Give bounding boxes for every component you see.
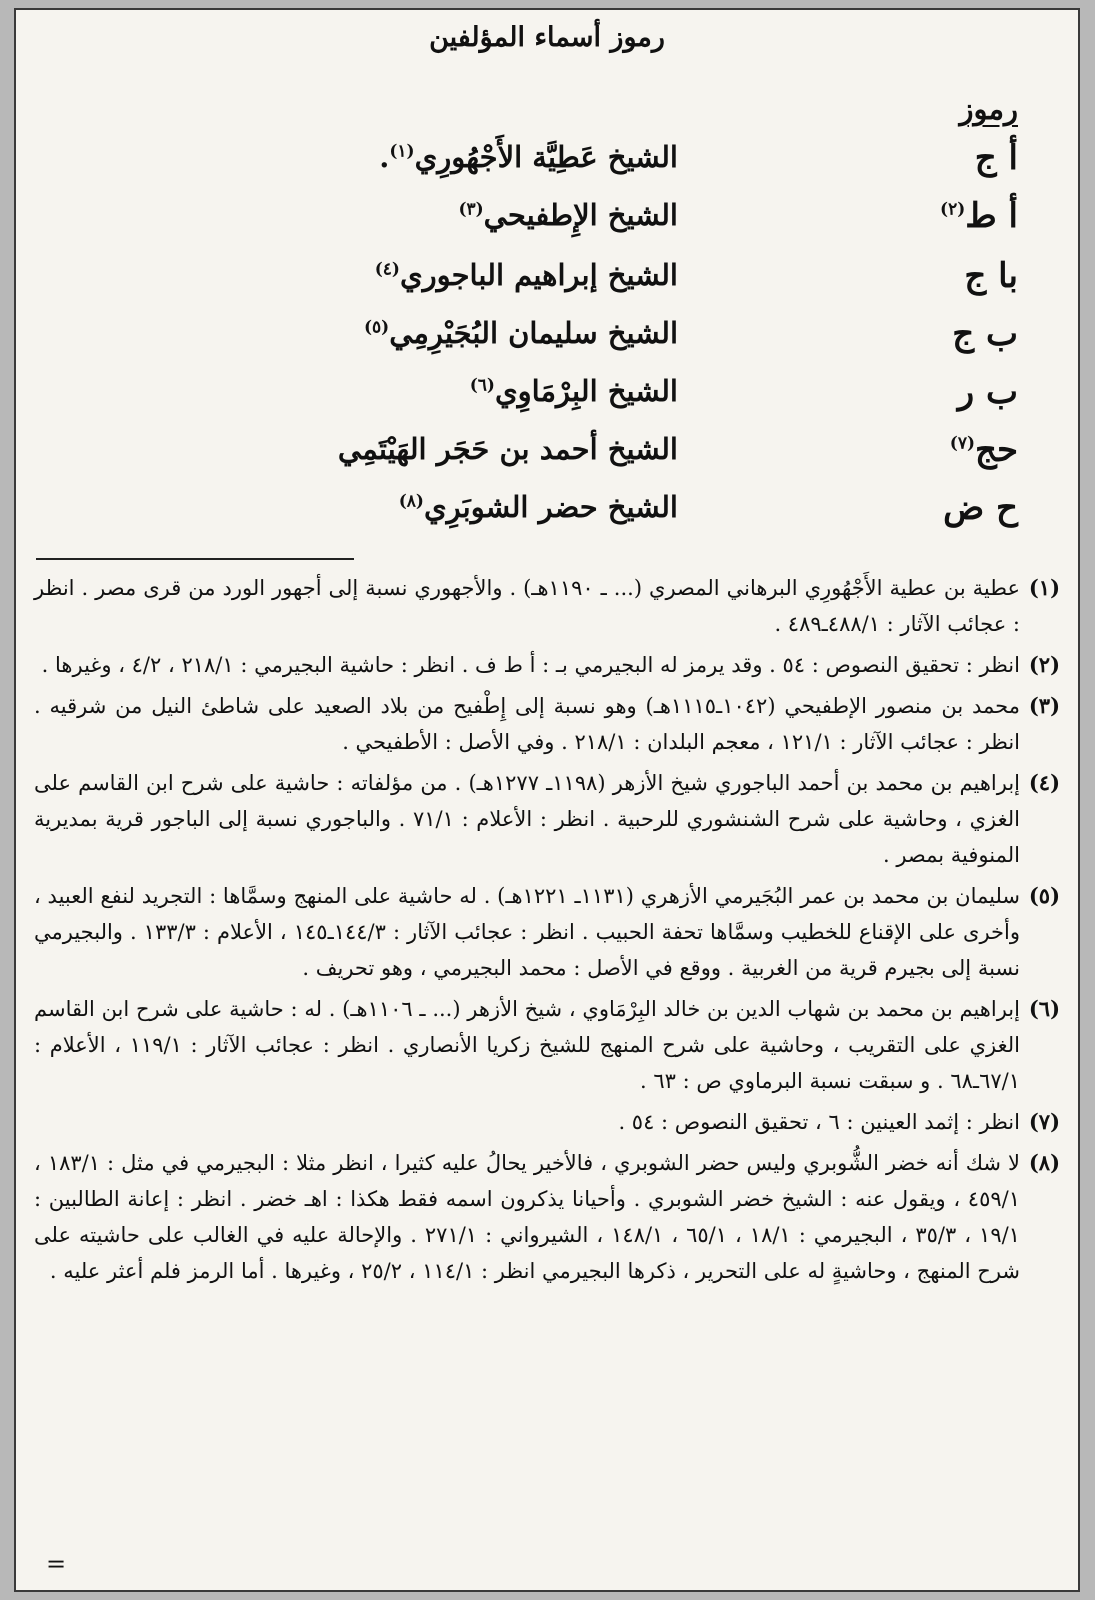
symbol-code (928, 138, 1018, 178)
continuation-mark: = (46, 1550, 67, 1578)
footnote (34, 878, 1060, 986)
symbol-code-text: ب ر (957, 372, 1018, 412)
symbol-code (928, 314, 1018, 354)
symbol-code-text: أ ج (974, 138, 1018, 178)
footnote (34, 765, 1060, 873)
footnote-text: محمد بن منصور الإطفيحي (١٠٤٢ـ١١١٥هـ) وهو نسبة إلى إِطْفيح من بلاد الصعيد على شاطئ النيل من شرقيه . انظر : عجائب الآثار : ١٢١/١ ، معجم البلدان : ٢١٨/١ . وفي الأصل : الأطفيحي . (34, 694, 1020, 754)
footnote-text: انظر : تحقيق النصوص : ٥٤ . وقد يرمز له البجيرمي بـ : أ ط ف . انظر : حاشية البجيرمي : ٢١٨/١ ، ٤/٢ ، وغيرها . (41, 653, 1020, 677)
footnote-number: (٥) (1028, 883, 1060, 908)
author-name-text: الشيخ الإِطفيحي (483, 198, 678, 232)
footnote (34, 1145, 1060, 1289)
author-name (399, 490, 678, 524)
document-page (14, 8, 1080, 1592)
author-name-text: الشيخ إبراهيم الباجوري (399, 258, 678, 292)
footnotes (34, 570, 1060, 1294)
footnote (34, 570, 1060, 642)
symbol-code-text: حج (975, 430, 1018, 470)
footnote-number: (٣) (1028, 693, 1060, 718)
symbol-entry (318, 196, 1018, 252)
footnote-number: (٢) (1028, 652, 1060, 677)
symbol-entry (318, 138, 1018, 194)
symbol-code (928, 488, 1018, 528)
footnote-text: لا شك أنه خضر الشُّوبري وليس حضر الشوبري ، فالأخير يحالُ عليه كثيرا ، انظر مثلا : البجيرمي في مثل : ١٨٣/١ ، ٤٥٩/١ ، ويقول عنه : الشيخ خضر الشوبري . وأحيانا يذكرون اسمه فقط هكذا : اهـ خضر . انظر : إعانة الطالبين : ١٩/١ ، ٣٥/٣ ، البجيرمي : ١٨/١ ، ٦٥/١ ، ١٤٨/١ ، الشيرواني : ٢٧١/١ . والإحالة عليه في الغالب على حاشيته على شرح المنهج ، وحاشيةٍ له على التحرير ، ذكرها البجيرمي انظر : ١١٤/١ ، ٢٥/٢ ، وغيرها . أما الرمز فلم أعثر عليه . (34, 1151, 1020, 1283)
footnote-ref: (٨) (398, 491, 424, 512)
footnote-text: عطية بن عطية الأَجْهُورِي البرهاني المصري (... ـ ١١٩٠هـ) . والأجهوري نسبة إلى أجهور الورد من قرى مصر . انظر : عجائب الآثار : ٤٨٨/١ـ٤٨٩ . (34, 576, 1021, 636)
symbols-header: رموز (959, 92, 1018, 126)
footnote-text: إبراهيم بن محمد بن شهاب الدين بن خالد البِرْمَاوي ، شيخ الأزهر (... ـ ١١٠٦هـ) . له : حاشية على شرح ابن القاسم الغزي على التقريب ، وحاشية على شرح المنهج للشيخ زكريا الأنصاري . انظر : عجائب الآثار : ١١٩/١ ، الأعلام : ٦٧/١ـ٦٨ . و سبقت نسبة البرماوي ص : ٦٣ . (34, 997, 1020, 1093)
symbol-code (928, 256, 1018, 296)
footnote-ref: (٤) (374, 259, 400, 280)
footnote-text: إبراهيم بن محمد بن أحمد الباجوري شيخ الأزهر (١١٩٨ـ ١٢٧٧هـ) . من مؤلفاته : حاشية على شرح ابن القاسم على الغزي ، وحاشية على شرح الشنشوري للرحبية . انظر : الأعلام : ٧١/١ . والباجوري نسبة إلى الباجور قرية بمديرية المنوفية بمصر . (34, 771, 1021, 867)
footnote-number: (٨) (1028, 1150, 1060, 1175)
symbol-code-text: با ج (964, 256, 1018, 296)
author-name-text: الشيخ البِرْمَاوِي (494, 374, 678, 408)
footnote (34, 1104, 1060, 1140)
symbol-entry (318, 256, 1018, 312)
footnote-ref: (٥) (363, 317, 390, 338)
symbol-code (928, 430, 1018, 470)
symbol-entry (318, 430, 1018, 486)
trailing-punct: . (379, 140, 390, 174)
author-name (470, 374, 678, 408)
footnote-ref: (٦) (469, 375, 495, 396)
footnote-separator (36, 558, 354, 560)
footnote (34, 991, 1060, 1099)
symbol-entry (318, 314, 1018, 370)
footnote-ref: (١) (389, 141, 415, 162)
symbol-entry (318, 372, 1018, 428)
footnote-ref: (٣) (458, 199, 484, 220)
author-name (379, 140, 678, 174)
symbol-code-text: ب ج (952, 314, 1018, 354)
footnote-text: انظر : إثمد العينين : ٦ ، تحقيق النصوص : ٥٤ . (618, 1110, 1020, 1134)
author-name-text: الشيخ أحمد بن حَجَر الهَيْتَمِي (337, 432, 678, 466)
author-name (364, 316, 678, 350)
footnote (34, 688, 1060, 760)
author-name-text: الشيخ عَطِيَّة الأَجْهُورِي (414, 140, 678, 174)
footnote-ref: (٧) (949, 433, 976, 454)
symbol-entry (318, 488, 1018, 544)
symbol-code-text: أ ط (965, 196, 1018, 236)
author-name (338, 432, 678, 466)
footnote (34, 647, 1060, 683)
footnote-number: (٦) (1028, 996, 1060, 1021)
author-name (375, 258, 678, 292)
footnote-text: سليمان بن محمد بن عمر البُجَيرمي الأزهري (١١٣١ـ ١٢٢١هـ) . له حاشية على المنهج وسمَّاها : التجريد لنفع العبيد ، وأخرى على الإقناع للخطيب وسمَّاها تحفة الحبيب . انظر : عجائب الآثار : ١٤٤/٣ـ١٤٥ ، الأعلام : ١٣٣/٣ . والبجيرمي نسبة إلى بجيرم قرية من الغربية . ووقع في الأصل : محمد البجيرمي ، وهو تحريف . (34, 884, 1021, 980)
author-name-text: الشيخ سليمان البُجَيْرِمِي (389, 316, 678, 350)
page-title: رموز أسماء المؤلفين (429, 22, 665, 53)
author-name-text: الشيخ حضر الشوبَرِي (423, 490, 678, 524)
footnote-number: (١) (1028, 575, 1060, 600)
symbol-code-text: ح ض (943, 488, 1018, 528)
footnote-number: (٧) (1028, 1109, 1060, 1134)
symbol-code (928, 372, 1018, 412)
symbol-code (928, 196, 1018, 236)
author-name (458, 198, 678, 232)
footnote-number: (٤) (1028, 770, 1060, 795)
footnote-ref: (٢) (940, 199, 966, 220)
